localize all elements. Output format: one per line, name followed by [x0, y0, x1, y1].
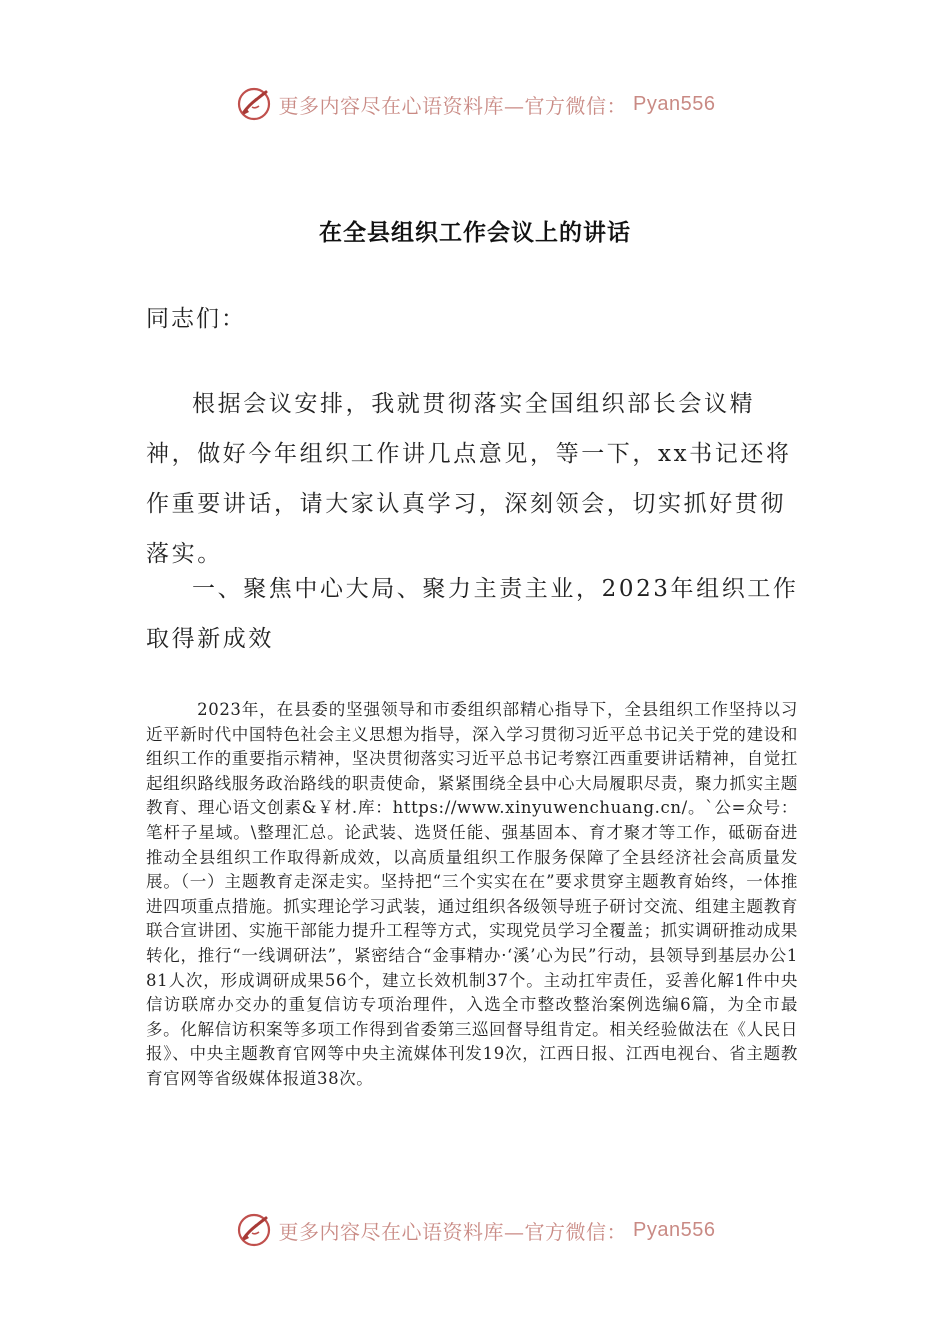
document-title: 在全县组织工作会议上的讲话 — [319, 220, 631, 246]
section-heading: 一、聚焦中心大局、聚力主责主业，2023年组织工作取得新成效 — [146, 576, 799, 652]
salutation: 同志们： — [146, 306, 246, 332]
watermark-header — [0, 82, 950, 126]
intro-paragraph: 根据会议安排，我就贯彻落实全国组织部长会议精神，做好今年组织工作讲几点意见，等一下，xx书记还将作重要讲话，请大家认真学习，深刻领会，切实抓好贯彻落实。 — [146, 391, 792, 567]
brush-pen-logo-icon — [235, 1211, 273, 1249]
watermark-text: 更多内容尽在心语资料库—官方微信： — [278, 1219, 628, 1244]
watermark-wechat-id: Pyan556 — [633, 92, 716, 115]
watermark-footer — [0, 1208, 950, 1252]
body-paragraph: 2023年，在县委的坚强领导和市委组织部精心指导下，全县组织工作坚持以习近平新时代中国特色社会主义思想为指导，深入学习贯彻习近平总书记关于党的建设和组织工作的重要指示精神，坚决贯彻落实习近平总书记考察江西重要讲话精神，自觉扛起组织路线服务政治路线的职责使命，紧紧围绕全县中心大局履职尽责，聚力抓实主题教育、理心语文创素&￥材.库：https://www.xinyuwenchuang.cn/。`公=众号：笔杆子星域。\整理汇总。论武装、选贤任能、强基固本、育才聚才等工作，砥砺奋进推动全县组织工作取得新成效，以高质量组织工作服务保障了全县经济社会高质量发展。（一）主题教育走深走实。坚持把“三个实实在在”要求贯穿主题教育始终，一体推进四项重点措施。抓实理论学习武装，通过组织各级领导班子研讨交流、组建主题教育联合宣讲团、实施干部能力提升工程等方式，实现党员学习全覆盖；抓实调研推动成果转化，推行“一线调研法”，紧密结合“金事精办·‘溪’心为民”行动，县领导到基层办公181人次，形成调研成果56个，建立长效机制37个。主动扛牢责任，妥善化解1件中央信访联席办交办的重复信访专项治理件，入选全市整改整治案例选编6篇，为全市最多。化解信访积案等多项工作得到省委第三巡回督导组肯定。相关经验做法在《人民日报》、中央主题教育官网等中央主流媒体刊发19次，江西日报、江西电视台、省主题教育官网等省级媒体报道38次。 — [146, 700, 798, 1088]
watermark-text: 更多内容尽在心语资料库—官方微信： — [278, 93, 628, 118]
watermark-wechat-id: Pyan556 — [633, 1218, 716, 1241]
brush-pen-logo-icon — [235, 85, 273, 123]
